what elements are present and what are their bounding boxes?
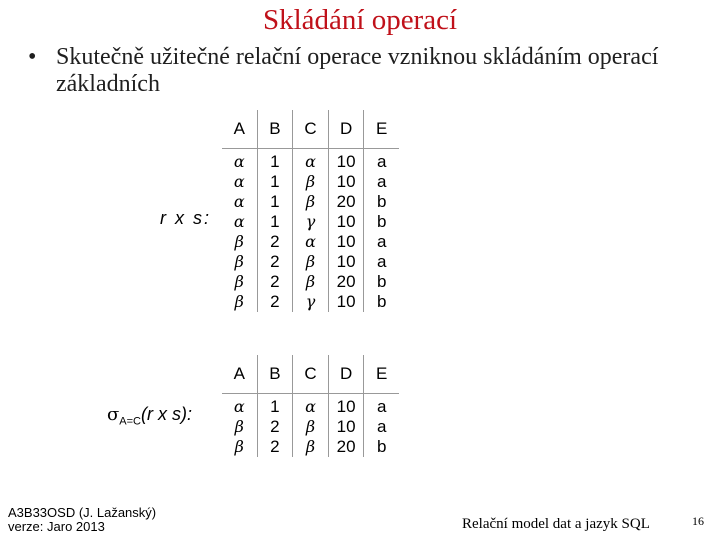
table-cell: α (305, 152, 316, 171)
selection-label (107, 404, 192, 428)
table-cell: 2 (270, 292, 280, 311)
table-cell: a (376, 232, 387, 251)
table-cell: 10 (336, 212, 356, 231)
table-cell: β (305, 172, 316, 191)
table1-header-e: E (364, 110, 399, 149)
table2-header-c: C (293, 355, 329, 394)
table1-body (222, 149, 399, 313)
table-cell: a (376, 417, 387, 436)
cartesian-product-table (222, 110, 399, 312)
table-cell: β (305, 417, 316, 436)
table-cell: a (376, 397, 387, 416)
table-cell: β (234, 417, 244, 436)
table2-col-a (222, 394, 257, 458)
table1-col-a (222, 149, 257, 313)
table-cell: α (305, 232, 316, 251)
sigma-symbol: σ (107, 404, 120, 425)
table1-header-b: B (257, 110, 293, 149)
table-cell: β (305, 437, 316, 456)
table-cell: β (234, 232, 244, 251)
table1-col-c (293, 149, 329, 313)
table-cell: 10 (336, 232, 356, 251)
selection-table (222, 355, 399, 457)
footer-version: verze: Jaro 2013 (8, 519, 105, 534)
bullet-marker: • (28, 44, 37, 70)
table-cell: β (305, 252, 316, 271)
table-cell: 10 (336, 397, 356, 416)
bullet-point (28, 44, 698, 98)
table-cell: γ (305, 212, 316, 231)
table1-header-c: C (293, 110, 329, 149)
table2-col-b (257, 394, 293, 458)
slide-title: Skládání operací (262, 4, 458, 36)
table-cell: b (376, 212, 387, 231)
table-cell: γ (305, 292, 316, 311)
table-cell: 10 (336, 152, 356, 171)
table-cell: a (376, 152, 387, 171)
table-cell: α (233, 172, 245, 191)
table-cell: β (234, 272, 244, 291)
table-cell: 1 (270, 152, 280, 171)
table2-header-e: E (364, 355, 399, 394)
table2-col-c (293, 394, 329, 458)
table-cell: α (233, 397, 245, 416)
table2-body (222, 394, 399, 458)
table-cell: α (305, 397, 316, 416)
selection-expression: (r x s): (141, 404, 193, 424)
table-cell: β (234, 437, 244, 456)
bullet-text: Skutečně užitečné relační operace vzniknou skládáním operací základních (56, 44, 659, 97)
table-cell: 2 (270, 272, 280, 291)
table-cell: b (376, 437, 387, 456)
table2-header-a: A (222, 355, 257, 394)
table-cell: 20 (336, 272, 356, 291)
table-cell: β (234, 292, 244, 311)
table-cell: 2 (270, 437, 280, 456)
table-cell: b (376, 272, 387, 291)
table2-col-d (328, 394, 364, 458)
table-cell: 10 (336, 292, 356, 311)
table-cell: 2 (270, 417, 280, 436)
table-cell: 1 (270, 192, 280, 211)
table-cell: a (376, 252, 387, 271)
table1-header-a: A (222, 110, 257, 149)
table-cell: β (305, 272, 316, 291)
table1-header-d: D (328, 110, 364, 149)
table-cell: α (233, 192, 245, 211)
table2-header-d: D (328, 355, 364, 394)
table-cell: 1 (270, 397, 280, 416)
table1-col-b (257, 149, 293, 313)
table-cell: α (233, 212, 245, 231)
footer-course: A3B33OSD (J. Lažanský) (8, 505, 157, 520)
selection-condition: A=C (119, 415, 142, 428)
table-cell: 20 (336, 437, 356, 456)
table1-col-d (328, 149, 364, 313)
table-cell: a (376, 172, 387, 191)
table-cell: 1 (270, 212, 280, 231)
table-cell: β (234, 252, 244, 271)
table-cell: b (376, 292, 387, 311)
table-cell: 20 (336, 192, 356, 211)
footer-author (8, 506, 156, 534)
cartesian-product-label: r x s: (160, 208, 211, 228)
table-cell: 2 (270, 252, 280, 271)
table-cell: 1 (270, 172, 280, 191)
table1-col-e (364, 149, 399, 313)
table-cell: 10 (336, 417, 356, 436)
table2-col-e (364, 394, 399, 458)
table-cell: β (305, 192, 316, 211)
page-number: 16 (692, 514, 704, 528)
table-cell: b (376, 192, 387, 211)
table-cell: α (233, 152, 245, 171)
table2-header-b: B (257, 355, 293, 394)
footer-subject: Relační model dat a jazyk SQL (462, 516, 650, 532)
table-cell: 10 (336, 172, 356, 191)
table-cell: 2 (270, 232, 280, 251)
table-cell: 10 (336, 252, 356, 271)
